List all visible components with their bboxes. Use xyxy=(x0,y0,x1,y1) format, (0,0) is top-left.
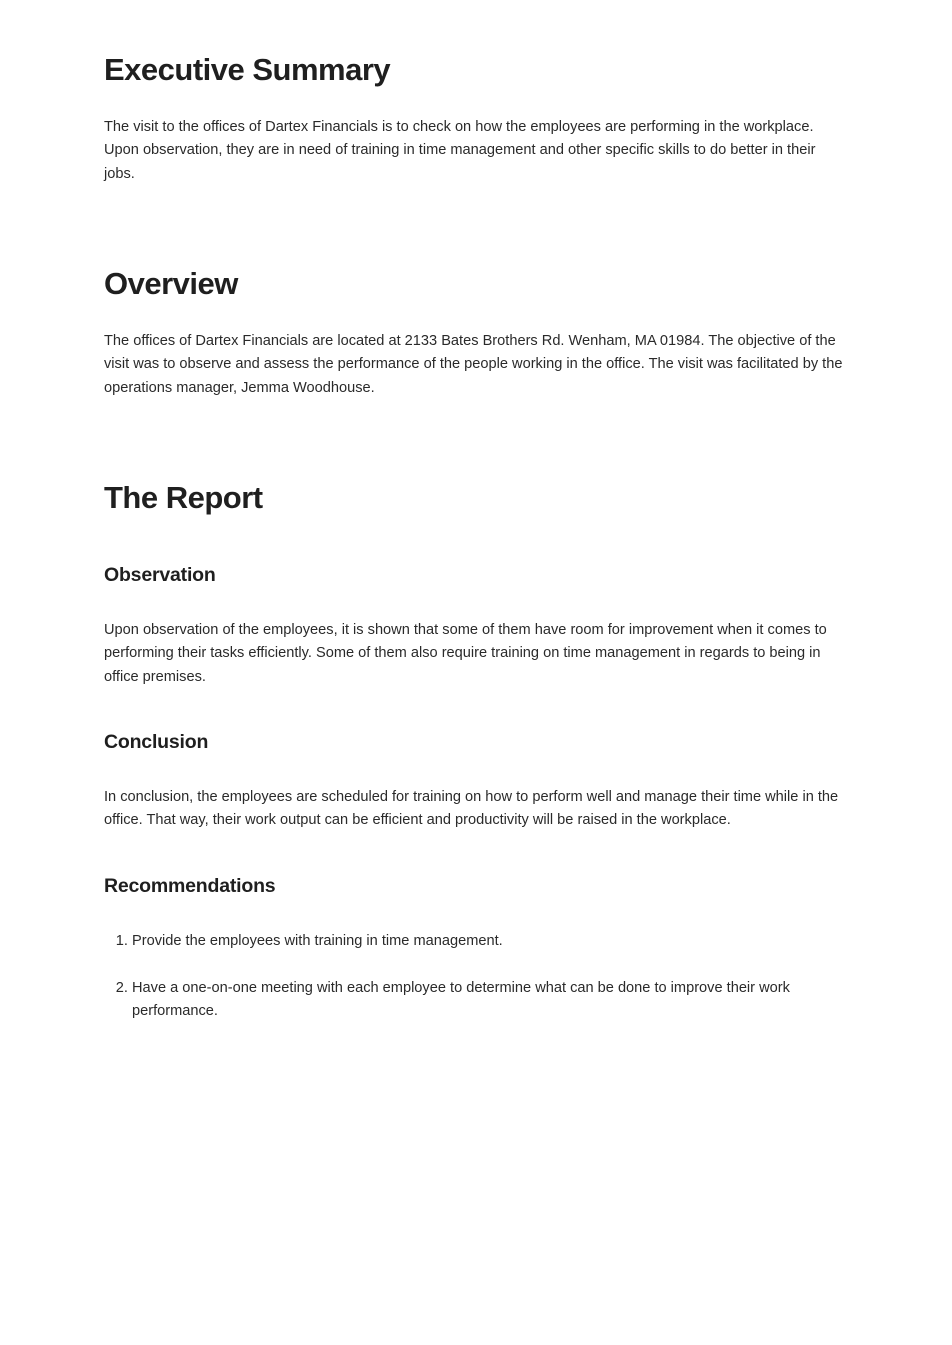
conclusion-body: In conclusion, the employees are scheduled for training on how to perform well and manage their time while in the office. That way, their work output can be efficient and productivity will be raised in the workplace. xyxy=(104,789,839,829)
recommendation-item: 2. Have a one-on-one meeting with each employee to determine what can be done to improve their work performance. xyxy=(132,977,854,1024)
recommendation-item: 1. Provide the employees with training in time management. xyxy=(132,930,854,953)
overview-heading: Overview xyxy=(104,266,238,301)
executive-summary-heading: Executive Summary xyxy=(104,52,391,87)
executive-summary-body: The visit to the offices of Dartex Financials is to check on how the employees are performing in the workplace. Upon observation, they are in need of training in time management and other specific skills to do better in their jobs. xyxy=(104,119,816,182)
recommendations-heading: Recommendations xyxy=(104,875,276,897)
report-heading: The Report xyxy=(104,480,263,515)
recommendations-list xyxy=(104,930,854,1047)
observation-heading: Observation xyxy=(104,564,216,586)
overview-body: The offices of Dartex Financials are located at 2133 Bates Brothers Rd. Wenham, MA 01984. The objective of the visit was to observe and assess the performance of the people working in the office. The visit was facilitated by the operations manager, Jemma Woodhouse. xyxy=(104,333,843,396)
conclusion-heading: Conclusion xyxy=(104,731,209,753)
observation-body: Upon observation of the employees, it is shown that some of them have room for improvement when it comes to performing their tasks efficiently. Some of them also require training on time management in regards to being in office premises. xyxy=(104,622,827,685)
